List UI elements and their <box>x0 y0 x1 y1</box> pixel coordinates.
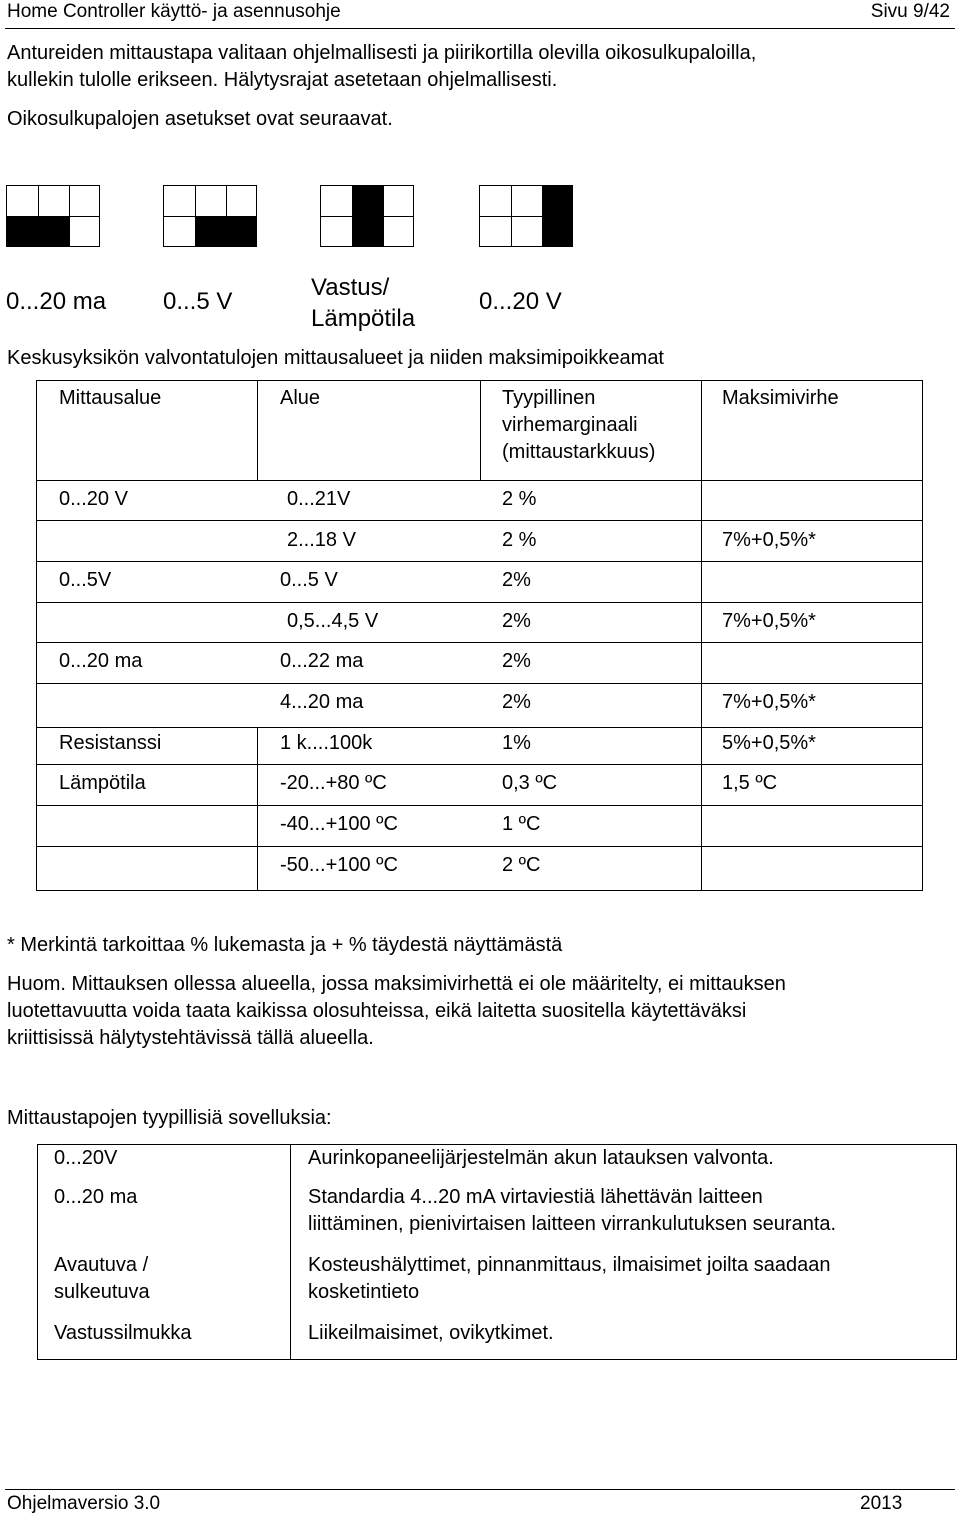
app-cell: sulkeutuva <box>54 1281 150 1303</box>
intro-line-1: Antureiden mittaustapa valitaan ohjelmallisesti ja piirikortilla olevilla oikosulkupaloilla, <box>7 42 757 64</box>
header-maksimivirhe: Maksimivirhe <box>722 387 839 409</box>
header-mittausalue: Mittausalue <box>59 387 162 409</box>
app-cell: Kosteushälyttimet, pinnanmittaus, ilmaisimet joilta saadaan <box>308 1254 831 1276</box>
cell: 0,5...4,5 V <box>287 610 379 632</box>
cell: 2% <box>502 650 531 672</box>
app-cell: kosketintieto <box>308 1281 420 1303</box>
cell: 0...22 ma <box>280 650 364 672</box>
header-rule <box>5 28 955 29</box>
cell: Lämpötila <box>59 772 146 794</box>
app-cell: Aurinkopaneelijärjestelmän akun latauksen valvonta. <box>308 1147 774 1169</box>
header-virhemarginaali: virhemarginaali <box>502 414 638 436</box>
jumper-diagram-0-20v <box>479 185 573 247</box>
jumper-diagram-vastus <box>320 185 414 247</box>
cell: 4...20 ma <box>280 691 364 713</box>
cell: 0,3 ºC <box>502 772 558 794</box>
jumper-label-3b: Lämpötila <box>311 305 416 332</box>
huom-line-2: luotettavuutta voida taata kaikissa olosuhteissa, eikä laitetta suositella käytettäväksi <box>7 1000 747 1022</box>
cell: 2 % <box>502 488 537 510</box>
cell: 2% <box>502 610 531 632</box>
cell: 2...18 V <box>287 529 356 551</box>
cell: 2 ºC <box>502 854 541 876</box>
app-cell: 0...20 ma <box>54 1186 138 1208</box>
cell: -20...+80 ºC <box>280 772 387 794</box>
cell: -50...+100 ºC <box>280 854 398 876</box>
app-cell: liittäminen, pienivirtaisen laitteen virrankulutuksen seuranta. <box>308 1213 837 1235</box>
intro-line-2: kullekin tulolle erikseen. Hälytysrajat asetetaan ohjelmallisesti. <box>7 69 558 91</box>
page-number: Sivu 9/42 <box>870 1 950 22</box>
table2-caption: Mittaustapojen tyypillisiä sovelluksia: <box>7 1107 332 1129</box>
jumper-label-3a: Vastus/ <box>311 274 390 301</box>
cell: 1,5 ºC <box>722 772 778 794</box>
cell: 0...20 ma <box>59 650 143 672</box>
cell: 1% <box>502 732 531 754</box>
app-cell: 0...20V <box>54 1147 118 1169</box>
cell: -40...+100 ºC <box>280 813 398 835</box>
cell: 0...5 V <box>280 569 338 591</box>
cell: 2 % <box>502 529 537 551</box>
cell: 7%+0,5%* <box>722 529 816 551</box>
cell: 0...20 V <box>59 488 128 510</box>
footnote: * Merkintä tarkoittaa % lukemasta ja + % täydestä näyttämästä <box>7 934 563 956</box>
cell: 2% <box>502 569 531 591</box>
cell: 1 ºC <box>502 813 541 835</box>
jumper-label-1: 0...20 ma <box>6 288 107 315</box>
jumper-label-4: 0...20 V <box>479 288 562 315</box>
jumper-label-2: 0...5 V <box>163 288 233 315</box>
jumper-diagram-0-20ma <box>6 185 100 247</box>
cell: 0...5V <box>59 569 112 591</box>
cell: 7%+0,5%* <box>722 610 816 632</box>
footer-version: Ohjelmaversio 3.0 <box>7 1493 161 1514</box>
cell: 0...21V <box>287 488 351 510</box>
cell: 2% <box>502 691 531 713</box>
cell: 7%+0,5%* <box>722 691 816 713</box>
cell: 1 k....100k <box>280 732 373 754</box>
header-mittaustarkkuus: (mittaustarkkuus) <box>502 441 656 463</box>
header-tyypillinen: Tyypillinen <box>502 387 596 409</box>
footer-rule <box>5 1489 955 1490</box>
app-cell: Avautuva / <box>54 1254 149 1276</box>
footer-year: 2013 <box>860 1493 903 1514</box>
table1-caption: Keskusyksikön valvontatulojen mittausalueet ja niiden maksimipoikkeamat <box>7 347 664 369</box>
cell: 5%+0,5%* <box>722 732 816 754</box>
app-cell: Liikeilmaisimet, ovikytkimet. <box>308 1322 554 1344</box>
app-cell: Vastussilmukka <box>54 1322 192 1344</box>
jumper-diagram-0-5v <box>163 185 257 247</box>
cell: Resistanssi <box>59 732 162 754</box>
intro-line-3: Oikosulkupalojen asetukset ovat seuraavat. <box>7 108 393 130</box>
header-alue: Alue <box>280 387 321 409</box>
huom-line-1: Huom. Mittauksen ollessa alueella, jossa maksimivirhettä ei ole määritelty, ei mittauksen <box>7 973 786 995</box>
huom-line-3: kriittisissä hälytystehtävissä tällä alueella. <box>7 1027 374 1049</box>
document-title: Home Controller käyttö- ja asennusohje <box>7 1 341 22</box>
app-cell: Standardia 4...20 mA virtaviestiä lähettävän laitteen <box>308 1186 763 1208</box>
